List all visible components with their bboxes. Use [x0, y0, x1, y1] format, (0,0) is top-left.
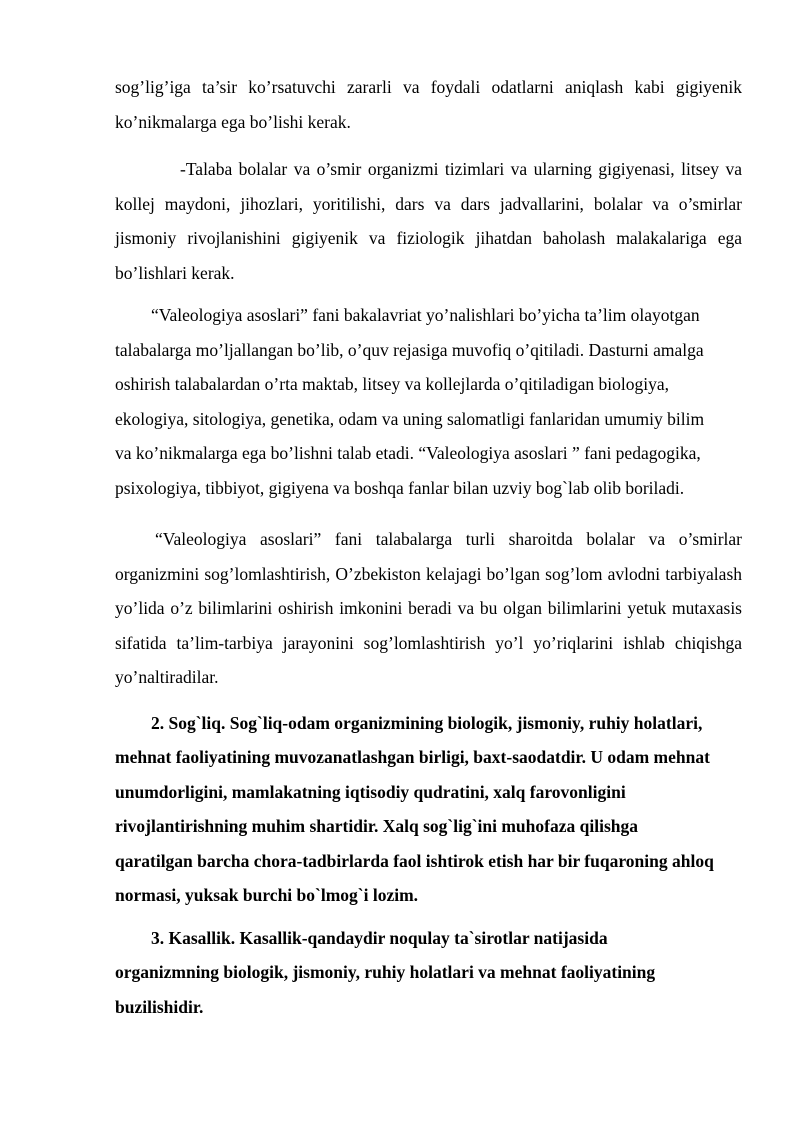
document-page [115, 70, 742, 1024]
paragraph-course-purpose: “Valeologiya asoslari” fani talabalarga turli sharoitda bolalar va o’smirlar organizmini sog’lomlashtirish, O’zbekiston kelajagi bo’lgan sog’lom avlodni tarbiyalash yo’lida o’z bilimlarini oshirish imkonini beradi va bu olgan bilimlarini yetuk mutaxasis sifatida ta’lim-tarbiya jarayonini sog’lomlashtirish yo’l yo’riqlarini ishlab chiqishga yo’naltiradilar. [115, 529, 742, 687]
paragraph-student-requirements: -Talaba bolalar va o’smir organizmi tizimlari va ularning gigiyenasi, litsey va kollej maydoni, jihozlari, yoritilishi, dars va dars jadvallarini, bolalar va o’smirlar jismoniy rivojlanishini gigiyenik va fiziologik jihatdan baholash malakalariga ega bo’lishlari kerak. [115, 159, 742, 283]
paragraph-disease-definition: 3. Kasallik. Kasallik-qandaydir noqulay ta`sirotlar natijasida organizmning biologik, jismoniy, ruhiy holatlari va mehnat faoliyatining buzilishidir. [115, 927, 656, 1017]
paragraph-hygiene-skills: sog’lig’iga ta’sir ko’rsatuvchi zararli va foydali odatlarni aniqlash kabi gigiyenik ko’nikmalarga ega bo’lishi kerak. [115, 77, 742, 132]
paragraph-course-description: “Valeologiya asoslari” fani bakalavriat yo’nalishlari bo’yicha ta’lim olayotgan talabalarga mo’ljallangan bo’lib, o’quv rejasiga muvofiq o’qitiladi. Dasturni amalga oshirish talabalardan o’rta maktab, litsey va kollejlarda o’qitiladigan biologiya, ekologiya, sitologiya, genetika, odam va uning salomatligi fanlaridan umumiy bilim va ko’nikmalarga ega bo’lishni talab etadi. “Valeologiya asoslari ” fani pedagogika, psixologiya, tibbiyot, gigiyena va boshqa fanlar bilan uzviy bog`lab olib boriladi. [115, 305, 705, 498]
paragraph-health-definition: 2. Sog`liq. Sog`liq-odam organizmining biologik, jismoniy, ruhiy holatlari, mehnat faoliyatining muvozanatlashgan birligi, baxt-saodatdir. U odam mehnat unumdorligini, mamlakatning iqtisodiy qudratini, xalq farovonligini rivojlantirishning muhim shartidir. Xalq sog`lig`ini muhofaza qilishga qaratilgan barcha chora-tadbirlarda faol ishtirok etish har bir fuqaroning ahloq normasi, yuksak burchi bo`lmog`i lozim. [115, 712, 714, 905]
